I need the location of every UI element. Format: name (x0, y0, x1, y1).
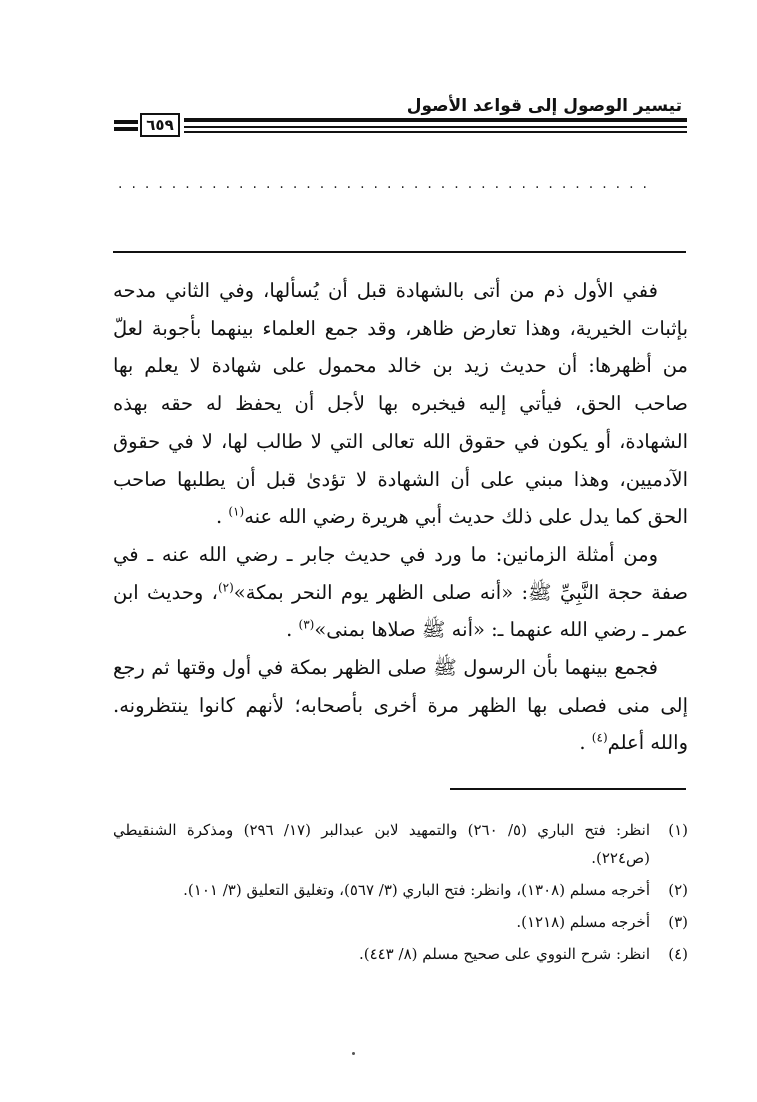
footnotes (113, 816, 688, 972)
footnote-ref-2: (٢) (217, 580, 234, 595)
footnote-1 (113, 816, 688, 872)
main-text (113, 272, 688, 762)
paragraph-1 (113, 272, 688, 536)
footnote-rule (450, 788, 686, 790)
footnote-4-mark: (٤) (668, 945, 688, 963)
header-rule-thick-left (114, 120, 138, 124)
paragraph-1-end: . (215, 505, 229, 529)
header-rule-thick-left-2 (114, 127, 138, 131)
page-speck (352, 1052, 355, 1055)
header-rule-thin-right-2 (184, 131, 687, 133)
footnote-ref-1: (١) (228, 504, 245, 519)
paragraph-2-text-b: ، وحديث ابن عمر ـ رضي الله عنهما ـ: «أنه ﷺ صلاها بمنى» (113, 580, 688, 642)
footnote-2 (113, 876, 688, 904)
paragraph-3-text: فجمع بينهما بأن الرسول ﷺ صلى الظهر بمكة في أول وقتها ثم رجع إلى منى فصلى بها الظهر مرة أخرى بأصحابه؛ لأنهم كانوا ينتظرونه. والله أعلم (113, 656, 688, 755)
paragraph-3 (113, 649, 688, 762)
footnote-2-mark: (٢) (668, 881, 688, 899)
paragraph-1-text: ففي الأول ذم من أتى بالشهادة قبل أن يُسألها، وفي الثاني مدحه بإثبات الخيرية، وهذا تعارض ظاهر، وقد جمع العلماء بينهما بأجوبة لعلّ من أظهرها: أن حديث زيد بن خالد محمول على شهادة لا يعلم بها صاحب الحق، فيأتي إليه فيخبره بها لأجل أن يحفظ له حقه بهذه الشهادة، أو يكون في حقوق الله تعالى التي لا طالب لها، لا في حقوق الآدميين، وهذا مبني على أن الشهادة لا تؤدىٰ قبل أن يطلبها صاحب الحق كما يدل على ذلك حديث أبي هريرة رضي الله عنه (113, 279, 688, 529)
header-rule-thin-right (184, 126, 687, 128)
paragraph-2 (113, 536, 688, 649)
paragraph-2-end: . (286, 618, 299, 642)
header-rule-thick-right (184, 118, 687, 122)
footnote-ref-3: (٣) (298, 617, 315, 632)
footnote-3-text: أخرجه مسلم (١٢١٨). (516, 913, 650, 931)
page-number: ٦٥٩ (140, 113, 180, 137)
running-title: تيسير الوصول إلى قواعد الأصول (406, 96, 682, 116)
dotted-separator: ........................................ (118, 176, 657, 192)
footnote-3 (113, 908, 688, 936)
footnote-4-text: انظر: شرح النووي على صحيح مسلم (٨/ ٤٤٣). (358, 945, 650, 963)
paragraph-2-text-a: ومن أمثلة الزمانين: ما ورد في حديث جابر ـ رضي الله عنه ـ في صفة حجة النَّبِيِّ ﷺ: «أنه صلى الظهر يوم النحر بمكة» (113, 542, 688, 604)
footnote-ref-4: (٤) (591, 730, 608, 745)
footnote-1-text: انظر: فتح الباري (٥/ ٢٦٠) والتمهيد لابن عبدالبر (١٧/ ٢٩٦) ومذكرة الشنقيطي (ص٢٢٤). (113, 821, 650, 867)
footnote-4 (113, 940, 688, 968)
section-divider (113, 251, 686, 253)
footnote-3-mark: (٣) (668, 913, 688, 931)
footnote-1-mark: (١) (668, 821, 688, 839)
paragraph-3-end: . (579, 731, 592, 755)
footnote-2-text: أخرجه مسلم (١٣٠٨)، وانظر: فتح الباري (٣/ ٥٦٧)، وتغليق التعليق (٣/ ١٠١). (183, 881, 650, 899)
